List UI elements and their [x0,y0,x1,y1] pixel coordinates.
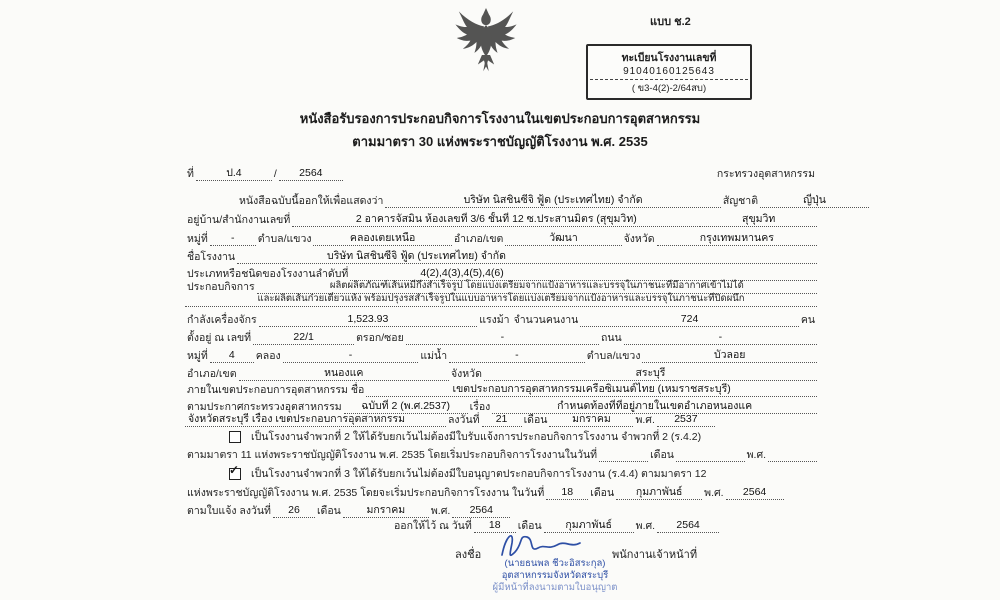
check-mark-icon: ✓ [229,463,240,477]
office-label: อยู่บ้าน/สำนักงานเลขที่ [187,214,291,226]
site-district-row [185,366,817,381]
class2-cont-text: ตามมาตรา 11 แห่งพระราชบัญญัติโรงงาน พ.ศ. 2535 โดยเริ่มประกอบกิจการโรงงานในวันที่ [187,449,598,461]
office-road-value: สุขุมวิท [700,212,817,227]
registration-number-box [586,44,752,100]
factory-name-row [185,249,817,264]
moo-value: - [210,231,256,246]
announcement-subject-value: กำหนดท้องที่ที่อยู่ภายในเขตอำเภอหนองแค [492,399,817,414]
class2-year-blank [768,461,817,462]
ministry-name: กระทรวงอุตสาหกรรม [716,168,815,180]
site-district-value: หนองแค [239,366,449,381]
company-name-value: บริษัท นิสชินซีจิ ฟู้ด (ประเทศไทย) จำกัด [385,193,720,208]
machine-power-value: 1,523.93 [259,312,478,327]
factory-type-value: 4(2),4(3),4(5),4(6) [350,266,817,281]
sign-label: ลงชื่อ [455,549,482,561]
intro-row [185,193,869,208]
class3-year-value: 2564 [726,485,784,500]
issued-month-label: เดือน [517,520,542,532]
class3-text: เป็นโรงงานจำพวกที่ 3 ให้ได้รับยกเว้นไม่ต้องมีใบอนุญาตประกอบกิจการโรงงาน (ร.4.4) ตามมาตรา 12 [251,468,707,480]
nationality-label: สัญชาติ [722,195,759,207]
class2-text: เป็นโรงงานจำพวกที่ 2 ให้ได้รับยกเว้นไม่ต้องมีใบรับแจ้งการประกอบกิจการโรงงาน จำพวกที่ 2 (ร.4.2) [251,431,702,443]
business-row-2 [185,292,817,307]
site-moo-label: หมู่ที่ [187,350,208,362]
site-district-label: อำเภอ/เขต [187,368,237,380]
class2-checkbox-unchecked [229,431,241,443]
doc-no-value: ป.4 [196,166,272,181]
site-label: ตั้งอยู่ ณ เลขที่ [187,332,252,344]
notify-year-value: 2564 [452,503,510,518]
subject-label: เรื่อง [469,401,491,413]
factory-name-value: บริษัท นิสชินซีจิ ฟู้ด (ประเทศไทย) จำกัด [237,249,817,264]
canal-label: คลอง [255,350,281,362]
issued-be-label: พ.ศ. [635,520,656,532]
notify-be-label: พ.ศ. [430,505,451,517]
site-province-label: จังหวัด [450,368,482,380]
announcement-cont-value: จังหวัดสระบุรี เรื่อง เขตประกอบการอุตสาหกรรม [185,412,446,427]
factory-name-label: ชื่อโรงงาน [187,251,236,263]
class3-be-label: พ.ศ. [704,487,724,499]
announcement-date-label: ลงวันที่ [448,414,480,426]
class2-declaration-row [185,430,817,444]
announcement-be-label: พ.ศ. [635,414,655,426]
signer-title: อุตสาหกรรมจังหวัดสระบุรี [501,570,609,581]
district-value: วัฒนา [505,231,621,246]
class2-month-blank [676,461,745,462]
intro-label: หนังสือฉบับนี้ออกให้เพื่อแสดงว่า [239,195,384,207]
class2-month-label: เดือน [650,449,674,461]
class3-month-value: กุมภาพันธ์ [616,485,702,500]
signer-note-stamp: ผู้มีหน้าที่ลงนามตามใบอนุญาต [492,582,618,593]
office-address-value: 2 อาคารจัสมิน ห้องเลขที่ 3/6 ชั้นที่ 12 ซ.ประสานมิตร (สุขุมวิท) [292,212,700,227]
doc-no-separator: / [273,168,277,180]
class3-checkbox-checked [229,463,241,480]
canal-value: - [283,348,419,363]
site-moo-value: 4 [210,348,254,363]
class2-be-label: พ.ศ. [746,449,767,461]
business-desc-1: ผลิตผลิตภัณฑ์เส้นหมี่กึ่งสำเร็จรูป โดยแบ่งเตรียมจากแป้งอาหารและบรรจุในภาชนะที่มีอากาศเข้าไม่ได้ [257,279,817,294]
site-province-value: สระบุรี [484,366,817,381]
soi-label: ตรอก/ซอย [356,332,404,344]
zone-name-value: เขตประกอบการอุตสาหกรรมเครือซิเมนต์ไทย (เหมราชสระบุรี) [366,382,817,397]
workers-label: จำนวนคนงาน [513,314,579,326]
hp-label: แรงม้า [479,314,510,326]
announcement-day-value: 21 [482,412,522,427]
site-no-value: 22/1 [253,330,354,345]
signer-name: (นายธนพล ชีวะอิสระกุล) [504,558,606,569]
subdistrict-label: ตำบล/แขวง [257,233,312,245]
certificate-title-line1: หนังสือรับรองการประกอบกิจการโรงงานในเขตประกอบการอุตสาหกรรม [299,111,701,126]
factory-type-label: ประเภทหรือชนิดของโรงงานลำดับที่ [187,268,349,280]
soi-value: - [406,330,599,345]
class3-cont-text: แห่งพระราชบัญญัติโรงงาน พ.ศ. 2535 โดยจะเริ่มประกอบกิจการโรงงาน ในวันที่ [187,487,545,499]
issued-month-value: กุมภาพันธ์ [544,518,634,533]
zone-label: ภายในเขตประกอบการอุตสาหกรรม ชื่อ [187,384,365,396]
announcement-year-value: 2537 [657,412,715,427]
announcement-cont-row [185,412,817,427]
site-subdistrict-label: ตำบล/แขวง [586,350,641,362]
registration-number: 91040160125643 [623,66,715,77]
road-value: - [624,330,817,345]
notify-month-label: เดือน [316,505,341,517]
notify-day-value: 26 [273,503,315,518]
certificate-title-line2: ตามมาตรา 30 แห่งพระราชบัญญัติโรงงาน พ.ศ. 2535 [352,134,648,149]
business-label: ประกอบกิจการ [187,281,255,293]
class2-day-blank [599,461,648,462]
class3-day-value: 18 [546,485,588,500]
notify-label: ตามใบแจ้ง ลงวันที่ [187,505,271,517]
nationality-value: ญี่ปุ่น [760,193,869,208]
announcement-label: ตามประกาศกระทรวงอุตสาหกรรม [187,401,342,413]
registration-box-title: ทะเบียนโรงงานเลขที่ [621,52,717,64]
announcement-month-label: เดือน [523,414,548,426]
office-address-row [185,212,817,227]
river-value: - [449,348,585,363]
doc-no-label: ที่ [187,168,194,180]
notify-month-value: มกราคม [343,503,429,518]
subdistrict-value: คลองเตยเหนือ [313,231,451,246]
issued-year-value: 2564 [657,518,719,533]
issued-label: ออกให้ไว้ ณ วันที่ [394,520,472,532]
doc-number-row [185,166,817,181]
notify-row [185,503,635,518]
site-moo-row [185,348,817,363]
doc-no-year: 2564 [279,166,343,181]
class3-declaration-row [185,463,817,481]
class3-cont-row [185,485,817,500]
river-label: แม่น้ำ [420,350,448,362]
class3-month-label: เดือน [590,487,615,499]
issued-day-value: 18 [474,518,516,533]
machine-workers-row [185,312,817,327]
garuda-emblem-icon [452,5,520,82]
business-desc-2: และผลิตเส้นก๋วยเตี๋ยวแห้ง พร้อมปรุงรสสำเร็จรูปในแบบอาหารโดยแบ่งเตรียมจากแป้งอาหารและบรรจุในภาชนะที่ปิดผนึก [185,292,817,307]
machine-label: กำลังเครื่องจักร [187,314,257,326]
office-district-row [185,231,817,246]
province-label: จังหวัด [623,233,655,245]
site-address-row [185,330,817,345]
workers-unit: คน [800,314,816,326]
road-label: ถนน [601,332,622,344]
moo-label: หมู่ที่ [187,233,208,245]
officer-label: พนักงานเจ้าหน้าที่ [612,549,698,561]
announcement-month-value: มกราคม [549,412,633,427]
class2-cont-row [185,448,817,462]
zone-row [185,382,817,397]
site-subdistrict-value: บัวลอย [642,348,817,363]
district-label: อำเภอ/เขต [453,233,504,245]
form-code: แบบ ช.2 [650,16,691,28]
registration-sub-number: ( ข3-4(2)-2/64สบ) [590,79,748,96]
workers-value: 724 [580,312,799,327]
province-value: กรุงเทพมหานคร [657,231,817,246]
announcement-no-value: ฉบับที่ 2 (พ.ศ.2537) [344,399,468,414]
